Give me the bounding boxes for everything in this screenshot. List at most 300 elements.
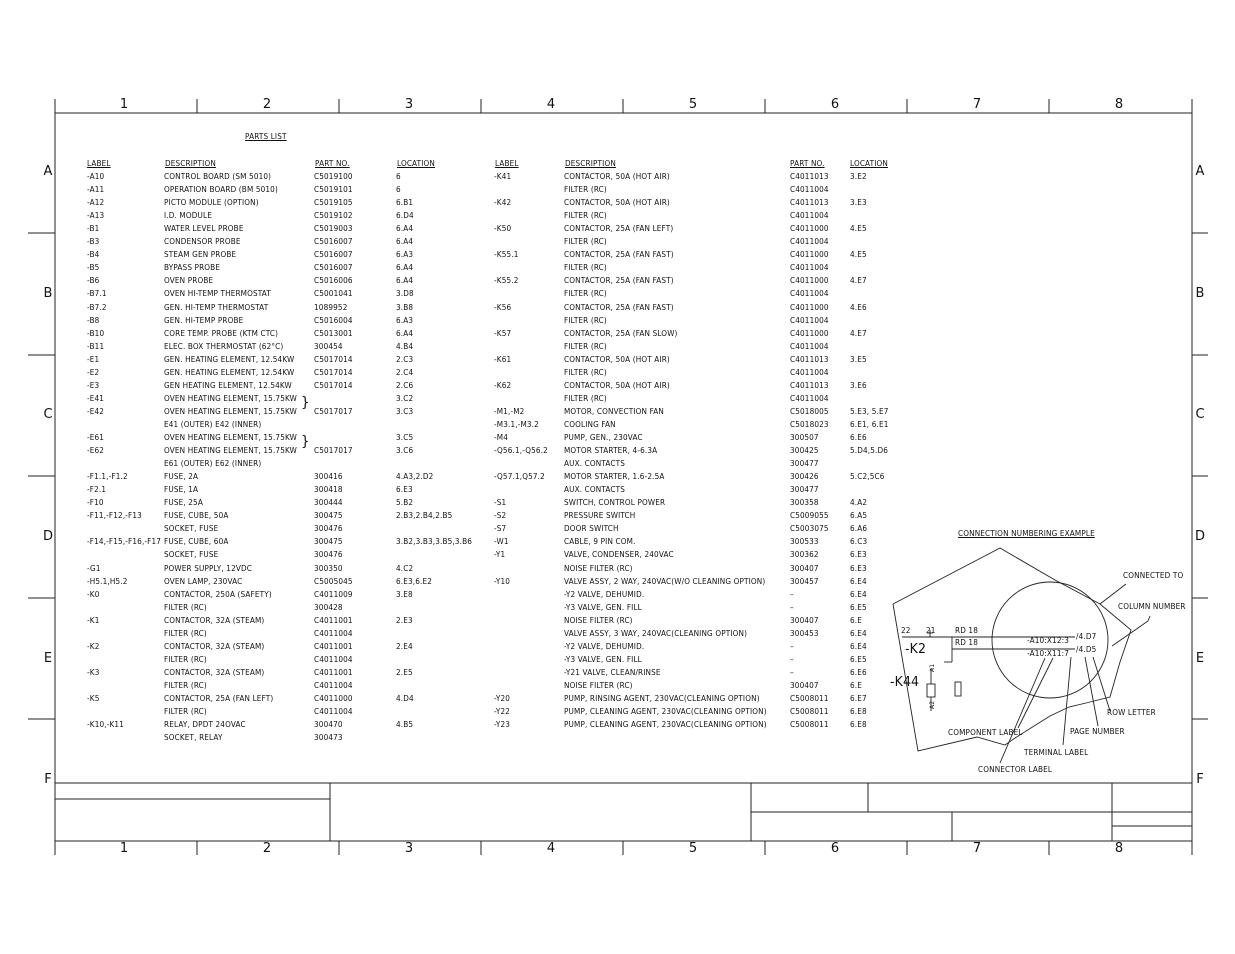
right_table-desc: CABLE, 9 PIN COM. [564,537,636,547]
left_table-part: 300470 [314,720,343,730]
right_table-desc: NOISE FILTER (RC) [564,615,633,625]
right_table-desc: FILTER (RC) [564,393,607,403]
left_table-loc: 2.C6 [396,380,414,390]
right_table-part: C5008011 [790,694,829,703]
left_table-loc: 6.E3 [396,485,413,495]
left_table-desc: ELEC. BOX THERMOSTAT (62°C) [164,341,284,351]
label-terminal-label: TERMINAL LABEL [1024,748,1089,757]
right_table-part: C4011004 [790,263,829,273]
right_table-part: C4011004 [790,289,829,299]
left_table-desc: OPERATION BOARD (BM 5010) [164,185,278,195]
right_table-label: -W1 [494,537,509,547]
left_table-loc: 3.B8 [396,302,414,312]
left_table-part: 300454 [314,341,343,351]
right_table-loc: 6.E8 [850,707,867,717]
right_table-label: -K55.2 [494,276,519,286]
right_table-label: -M1,-M2 [494,406,525,416]
right_table-desc: -Y3 VALVE, GEN. FILL [564,654,642,664]
left_table-desc: FUSE, 25A [164,498,203,508]
left_table-label: -E1 [87,354,100,364]
left_table-desc: SOCKET, FUSE [164,550,219,560]
right_table-desc: MOTOR, CONVECTION FAN [564,406,664,416]
left_table-loc: 2.E4 [396,641,413,651]
left_table-loc: 5.B2 [396,498,414,508]
right_table-label: -S1 [494,498,507,508]
left_table-desc: SOCKET, FUSE [164,524,219,534]
row-letter-left: D [42,529,53,544]
right_table-loc: 6.E3 [850,563,867,573]
right_table-desc: DOOR SWITCH [564,524,619,534]
column-number-top: 3 [404,97,414,112]
label-column-number: COLUMN NUMBER [1118,602,1186,611]
column-number-top: 6 [830,97,840,112]
connection-example-title: CONNECTION NUMBERING EXAMPLE [958,529,1095,538]
left_table-label: -A10 [87,172,105,181]
left_table-desc: CONTACTOR, 250A (SAFETY) [164,589,272,599]
column-number-bottom: 8 [1114,841,1124,856]
right_table-part: 300407 [790,680,819,690]
left_table-desc: E61 (OUTER) E62 (INNER) [164,459,262,469]
left_table-part: C4011004 [314,680,353,690]
right_table-desc: NOISE FILTER (RC) [564,563,633,573]
right_table-desc: PUMP, GEN., 230VAC [564,433,643,442]
k44-contact [955,682,961,696]
left_table-desc: OVEN PROBE [164,276,214,286]
left_table-label: -G1 [87,563,101,573]
row-letter-left: F [44,772,52,787]
right_table-label: -K55.1 [494,250,519,260]
row-letter-left: C [43,407,53,422]
left_table-part: 300473 [314,733,343,743]
left_table-loc: 6.A3 [396,315,414,325]
left_table-loc: 2.B3,2.B4,2.B5 [396,511,453,521]
right_table-desc: FILTER (RC) [564,367,607,377]
left_table-loc: 2.C3 [396,354,414,364]
left_table-label: -H5.1,H5.2 [87,576,128,586]
left_table-loc: 6.A4 [396,263,414,273]
leader-row-letter [1093,657,1110,711]
left_table-part: 300476 [314,524,343,534]
right_table-desc: FILTER (RC) [564,211,607,221]
right_table-part: – [790,602,794,612]
left-header-label: LABEL [87,159,111,168]
right_table-desc: FILTER (RC) [564,341,607,351]
right_table-loc: 6.E4 [850,589,867,599]
right_table-part: 300457 [790,576,819,586]
left_table-loc: 6.A4 [396,276,414,286]
right_table-label: -M3.1,-M3.2 [494,419,539,429]
left_table-part: C5016004 [314,315,353,325]
right_table-label: -M4 [494,433,508,442]
left_table-label: -B7.1 [87,289,107,299]
right_table-part: – [790,641,794,651]
right_table-part: C4011004 [790,367,829,377]
right_table-desc: MOTOR STARTER, 4-6.3A [564,446,658,456]
left_table-part: C5017014 [314,367,353,377]
right_table-loc: 5.D4,5.D6 [850,446,889,456]
right_table-desc: FILTER (RC) [564,237,607,247]
right_table-desc: CONTACTOR, 50A (HOT AIR) [564,172,670,181]
right_table-loc: 3.E2 [850,172,867,181]
right_table-part: 300453 [790,628,819,638]
left_table-loc: 3.C3 [396,406,414,416]
left_table-label: -B11 [87,341,105,351]
left_table-label: -B5 [87,263,100,273]
right_table-part: C5018005 [790,406,829,416]
row-letter-left: B [43,286,53,301]
left_table-part: C4011009 [314,589,353,599]
left_table-part: C4011001 [314,641,353,651]
right_table-label: -Y22 [494,707,511,717]
left_table-part: C5005045 [314,576,353,586]
left_table-label: -K0 [87,589,100,599]
right_table-desc: CONTACTOR, 50A (HOT AIR) [564,354,670,364]
left_table-label: -E2 [87,367,100,377]
left_table-loc: 3.B2,3.B3,3.B5,3.B6 [396,537,473,547]
bottom-ticks [55,841,1192,855]
right_table-loc: 6.E8 [850,720,867,730]
row-letter-right: F [1196,772,1204,787]
right_table-desc: PRESSURE SWITCH [564,511,636,521]
label-page-number: PAGE NUMBER [1070,727,1125,736]
right_table-part: C4011004 [790,341,829,351]
terminal-ref-1: -A10:X12:3 [1027,636,1069,645]
left_table-label: -E41 [87,393,105,403]
right_table-part: 300477 [790,459,819,469]
left_table-loc: 6 [396,185,401,195]
left_table-part: C5019101 [314,185,353,195]
left_table-desc: BYPASS PROBE [164,263,221,273]
left-header-part-no: PART NO. [315,159,350,168]
right-header-part-no: PART NO. [790,159,825,168]
left_table-label: -A12 [87,198,105,208]
wire-color-rd18-2: RD 18 [955,638,978,647]
left_table-part: C4011004 [314,654,353,664]
left_table-desc: GEN HEATING ELEMENT, 12.54KW [164,380,292,390]
left_table-desc: CORE TEMP. PROBE (KTM CTC) [164,328,279,338]
right_table-loc: 4.E7 [850,276,867,286]
left_table-part: 300444 [314,498,343,508]
left_table-label: -K2 [87,641,100,651]
column-number-top: 4 [546,97,556,112]
left_table-label: -F1.1,-F1.2 [87,472,128,482]
right_table-part: C4011004 [790,211,829,221]
left-ticks [28,233,55,719]
row-letter-right: B [1195,286,1205,301]
right_table-part: – [790,654,794,664]
row-letter-right: A [1195,164,1205,179]
left_table-desc: SOCKET, RELAY [164,733,223,743]
right_table-loc: 6.E5 [850,654,867,664]
right_table-desc: CONTACTOR, 50A (HOT AIR) [564,198,670,208]
right_table-desc: AUX. CONTACTS [564,459,626,469]
left_table-loc: 3.E8 [396,589,413,599]
left_table-desc: OVEN HEATING ELEMENT, 15.75KW [164,393,297,403]
right_table-label: -K41 [494,172,512,181]
right_table-part: C4011013 [790,380,829,390]
left_table-part: C5001041 [314,289,353,299]
right_table-part: 300407 [790,563,819,573]
right_table-loc: 3.E3 [850,198,867,208]
left_table-loc: 3.C2 [396,393,414,403]
right_table-label: -Y1 [494,550,506,560]
left_table-label: -E62 [87,446,105,456]
right_table-desc: -Y2 VALVE, DEHUMID. [564,589,645,599]
left_table-loc: 4.C2 [396,563,414,573]
column-number-bottom: 6 [830,841,840,856]
row-letter-left: A [43,164,53,179]
left_table-part: C5017017 [314,406,353,416]
left_table-loc: 6.E3,6.E2 [396,576,433,586]
left_table-desc: FILTER (RC) [164,628,207,638]
right_table-label: -S7 [494,524,507,534]
right_table-part: C4011004 [790,185,829,195]
left_table-label: -F10 [87,498,104,508]
left_table-label: -K3 [87,667,100,677]
right_table-desc: CONTACTOR, 25A (FAN FAST) [564,276,674,286]
right_table-desc: MOTOR STARTER, 1.6-2.5A [564,472,665,482]
right_table-loc: 5.C2,5C6 [850,472,885,482]
column-number-top: 2 [262,97,272,112]
left_table-part: 300416 [314,472,343,482]
right_table-part: C4011013 [790,198,829,208]
left_table-label: -B7.2 [87,302,107,312]
right_table-label: -Q56.1,-Q56.2 [494,446,548,456]
right_table-loc: 6.E6 [850,433,867,442]
column-number-bottom: 2 [262,841,272,856]
left_table-part: 300350 [314,563,343,573]
left_table-desc: CONDENSOR PROBE [164,237,241,247]
left_table-desc: CONTACTOR, 32A (STEAM) [164,615,265,625]
left_table-desc: CONTACTOR, 32A (STEAM) [164,641,265,651]
left_table-loc: 6 [396,172,401,181]
wire-number-21: 21 [926,626,936,635]
right_table-label: -K57 [494,328,512,338]
column-number-top: 7 [972,97,982,112]
right_table-loc: 4.A2 [850,498,868,508]
left_table-part: C5016007 [314,250,353,260]
right_table-label: -Q57.1,Q57.2 [494,472,545,482]
right_table-part: C4011000 [790,250,829,260]
row-letter-left: E [43,651,53,666]
left_table-loc: 2.C4 [396,367,414,377]
left_table-part: C5019003 [314,224,353,234]
left_table-loc: 2.E5 [396,667,413,677]
right_table-label: -K56 [494,302,512,312]
row-letter-right: C [1195,407,1205,422]
left_table-loc: 4.B5 [396,720,414,730]
right_table-part: – [790,589,794,599]
right_table-desc: PUMP, RINSING AGENT, 230VAC(CLEANING OPTION) [564,694,760,703]
left_table-desc: GEN. HI-TEMP THERMOSTAT [164,302,269,312]
pin-a1: A1 [929,663,936,672]
right_table-loc: 6.E1, 6.E1 [850,419,889,429]
left_table-loc: 3.C5 [396,433,414,442]
column-number-bottom: 1 [119,841,129,856]
column-number-bottom: 3 [404,841,414,856]
right_table-part: 300362 [790,550,819,560]
right-header-location: LOCATION [850,159,889,168]
left_table-desc: GEN. HEATING ELEMENT, 12.54KW [164,367,295,377]
right_table-desc: FILTER (RC) [564,263,607,273]
label-connected-to: CONNECTED TO [1123,571,1184,580]
left_table-part: C5017017 [314,446,353,456]
left_table-desc: CONTACTOR, 32A (STEAM) [164,667,265,677]
right_table-desc: CONTACTOR, 25A (FAN FAST) [564,302,674,312]
component-k44: -K44 [890,675,920,690]
left_table-part: 300428 [314,602,343,612]
left_table-label: -K10,-K11 [87,720,124,730]
right_table-loc: 4.E7 [850,328,867,338]
right_table-part: C4011004 [790,315,829,325]
k44-coil [927,684,935,697]
left_table-desc: OVEN HI-TEMP THERMOSTAT [164,289,271,299]
left_table-desc: FUSE, CUBE, 50A [164,511,229,521]
left_table-desc: FUSE, CUBE, 60A [164,537,229,547]
right_table-label: -K61 [494,354,512,364]
left_table-part: C5019105 [314,198,353,208]
right_table-part: C5018023 [790,419,829,429]
pin-a2: A2 [929,700,936,709]
left_table-part: C5016007 [314,263,353,273]
left_table-desc: FILTER (RC) [164,707,207,717]
right_table-label: -K62 [494,380,512,390]
right_table-desc: PUMP, CLEANING AGENT, 230VAC(CLEANING OPTION) [564,707,767,717]
left_table-loc: 4.D4 [396,694,414,703]
left_table-part: 300475 [314,511,343,521]
wire-color-rd18-1: RD 18 [955,626,978,635]
right_table-desc: VALVE ASSY, 3 WAY, 240VAC(CLEANING OPTION) [564,628,748,638]
left_table-part: C5017014 [314,380,353,390]
right_table-label: -S2 [494,511,507,521]
wire-number-22: 22 [901,626,911,635]
left_table-loc: 3.C6 [396,446,414,456]
left-header-location: LOCATION [397,159,436,168]
left_table-label: -E61 [87,433,105,442]
right_table-desc: COOLING FAN [564,419,616,429]
right_table-loc: 3.E6 [850,380,867,390]
right_table-part: C4011013 [790,172,829,181]
left_table-label: -A13 [87,211,105,221]
label-connector-label: CONNECTOR LABEL [978,765,1053,774]
right_table-loc: 5.E3, 5.E7 [850,406,889,416]
right_table-desc: FILTER (RC) [564,289,607,299]
right_table-part: C5009055 [790,511,829,521]
leader-connected-to [1100,584,1126,604]
row-letter-right: D [1194,529,1205,544]
right_table-desc: CONTACTOR, 50A (HOT AIR) [564,380,670,390]
left_table-part: C5016006 [314,276,353,286]
right_table-desc: NOISE FILTER (RC) [564,680,633,690]
left_table-desc: STEAM GEN PROBE [164,250,237,260]
row-letter-right: E [1195,651,1205,666]
left_table-part: C5019100 [314,172,353,181]
parts-list-title: PARTS LIST [245,132,287,141]
left_table-part: C5017014 [314,354,353,364]
right_table-loc: 6.E3 [850,550,867,560]
left_table-part: 300475 [314,537,343,547]
right_table-desc: SWITCH, CONTROL POWER [564,498,666,508]
right_table-part: C4011000 [790,276,829,286]
left_table-desc: WATER LEVEL PROBE [164,224,244,234]
right_table-part: C4011000 [790,302,829,312]
right_table-desc: CONTACTOR, 25A (FAN LEFT) [564,224,674,234]
left_table-label: -B8 [87,315,100,325]
left_table-label: -B1 [87,224,100,234]
right_table-loc: 6.E6 [850,667,867,677]
right_table-desc: -Y3 VALVE, GEN. FILL [564,602,642,612]
right_table-label: -Y23 [494,720,511,730]
right_table-part: C4011000 [790,328,829,338]
right_table-part: C4011004 [790,237,829,247]
left_table-loc: 4.B4 [396,341,414,351]
right_table-label: -Y10 [494,576,511,586]
left_table-desc: GEN. HEATING ELEMENT, 12.54KW [164,354,295,364]
right_table-desc: FILTER (RC) [564,185,607,195]
left_table-loc: 2.E3 [396,615,413,625]
left_table-part: 1089952 [314,302,348,312]
right_table-loc: 6.E4 [850,628,867,638]
left_table-desc: FUSE, 1A [164,485,199,495]
left_table-label: -E42 [87,406,105,416]
right_table-part: C5008011 [790,707,829,717]
column-number-bottom: 4 [546,841,556,856]
right_table-loc: 6.E5 [850,602,867,612]
left_table-loc: 6.A3 [396,250,414,260]
left-header-description: DESCRIPTION [165,159,216,168]
left_table-label: -F2.1 [87,485,107,495]
left_table-part: 300476 [314,550,343,560]
left_table-part: C4011001 [314,667,353,677]
column-number-bottom: 5 [688,841,698,856]
right_table-loc: 6.E4 [850,576,867,586]
left_table-desc: FILTER (RC) [164,602,207,612]
left_table-desc: OVEN HEATING ELEMENT, 15.75KW [164,433,297,442]
terminal-ref-2: -A10:X11:7 [1027,649,1069,658]
right-ticks [1192,233,1208,719]
left_table-part: C4011000 [314,694,353,703]
right_table-desc: VALVE ASSY, 2 WAY, 240VAC(W/O CLEANING OPTION) [564,576,766,586]
right_table-label: -K42 [494,198,512,208]
right_table-part: 300507 [790,433,819,442]
left_table-label: -F11,-F12,-F13 [87,511,142,521]
right_table-part: 300477 [790,485,819,495]
left_table-desc: I.D. MODULE [164,211,212,221]
left_table-desc: CONTROL BOARD (SM 5010) [164,172,272,181]
title-block [55,783,1192,841]
left_table-label: -B3 [87,237,100,247]
right_table-desc: FILTER (RC) [564,315,607,325]
left_table-loc: 3.D8 [396,289,414,299]
right-header-label: LABEL [495,159,519,168]
left_table-desc: RELAY, DPDT 24OVAC [164,720,246,730]
left_table-desc: FILTER (RC) [164,654,207,664]
left_table-desc: OVEN HEATING ELEMENT, 15.75KW [164,406,297,416]
left_table-part: C4011004 [314,707,353,717]
right_table-loc: 6.E7 [850,694,867,703]
right_table-loc: 6.E [850,615,862,625]
right_table-loc: 4.E5 [850,224,867,234]
right_table-desc: -Y21 VALVE, CLEAN/RINSE [564,667,661,677]
right_table-part: C5008011 [790,720,829,730]
left_table-part: C4011004 [314,628,353,638]
left_table-loc: 6.A4 [396,224,414,234]
left_table-loc: 6.A4 [396,237,414,247]
right_table-desc: PUMP, CLEANING AGENT, 230VAC(CLEANING OPTION) [564,720,767,730]
right_table-loc: 4.E6 [850,302,867,312]
left_table-desc: PICTO MODULE (OPTION) [164,198,259,208]
right_table-part: 300358 [790,498,819,508]
